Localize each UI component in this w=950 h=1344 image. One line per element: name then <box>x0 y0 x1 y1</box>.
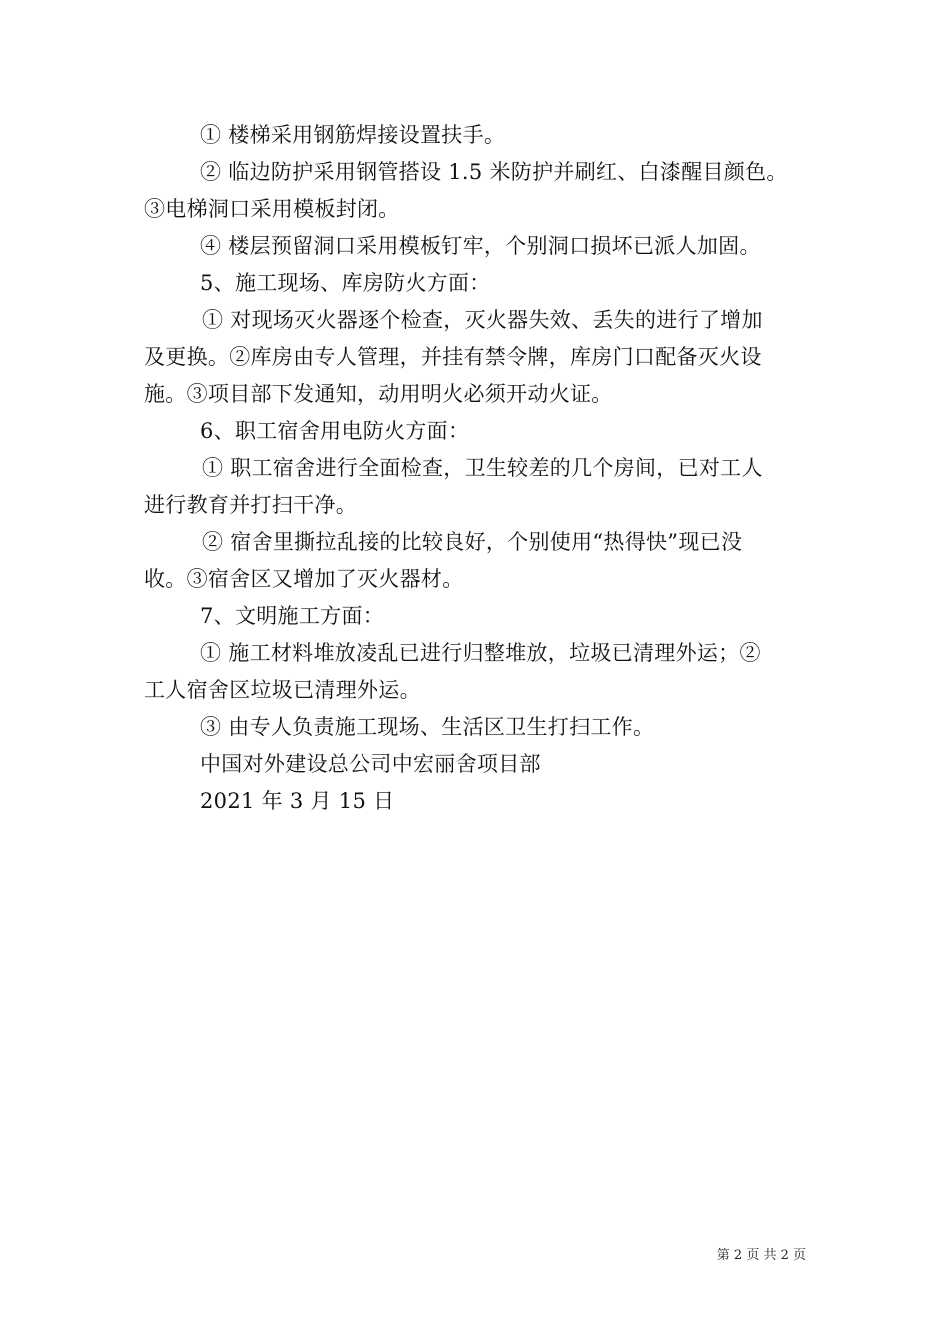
signature-organization: 中国对外建设总公司中宏丽舍项目部 <box>200 752 541 776</box>
text-line: ③ 由专人负责施工现场、生活区卫生打扫工作。 <box>200 715 655 739</box>
text-line: ① 楼梯采用钢筋焊接设置扶手。 <box>200 123 506 147</box>
text-line: 施。③项目部下发通知，动用明火必须开动火证。 <box>144 382 613 406</box>
section-heading: 6、职工宿舍用电防火方面： <box>200 419 470 443</box>
section-heading: 5、施工现场、库房防火方面： <box>200 271 491 295</box>
text-line: ③电梯洞口采用模板封闭。 <box>144 197 400 221</box>
text-line: 及更换。②库房由专人管理，并挂有禁令牌，库房门口配备灭火设 <box>144 345 762 369</box>
text-line: 进行教育并打扫干净。 <box>144 493 357 517</box>
text-line: ② 临边防护采用钢管搭设 1.5 米防护并刷红、白漆醒目颜色。 <box>200 160 788 184</box>
text-line: 工人宿舍区垃圾已清理外运。 <box>144 678 421 702</box>
text-line: ① 施工材料堆放凌乱已进行归整堆放，垃圾已清理外运；② <box>200 641 761 665</box>
section-heading: 7、文明施工方面： <box>200 604 385 628</box>
document-body <box>144 117 816 820</box>
page-number-footer: 第 2 页 共 2 页 <box>716 1248 806 1263</box>
signature-date: 2021 年 3 月 15 日 <box>200 789 395 813</box>
text-line: ① 对现场灭火器逐个检查，灭火器失效、丢失的进行了增加 <box>202 308 763 332</box>
text-line: ② 宿舍里撕拉乱接的比较良好，个别使用“热得快”现已没 <box>202 530 743 554</box>
text-line: ④ 楼层预留洞口采用模板钉牢，个别洞口损坏已派人加固。 <box>200 234 761 258</box>
text-line: ① 职工宿舍进行全面检查，卫生较差的几个房间，已对工人 <box>202 456 763 480</box>
text-line: 收。③宿舍区又增加了灭火器材。 <box>144 567 464 591</box>
